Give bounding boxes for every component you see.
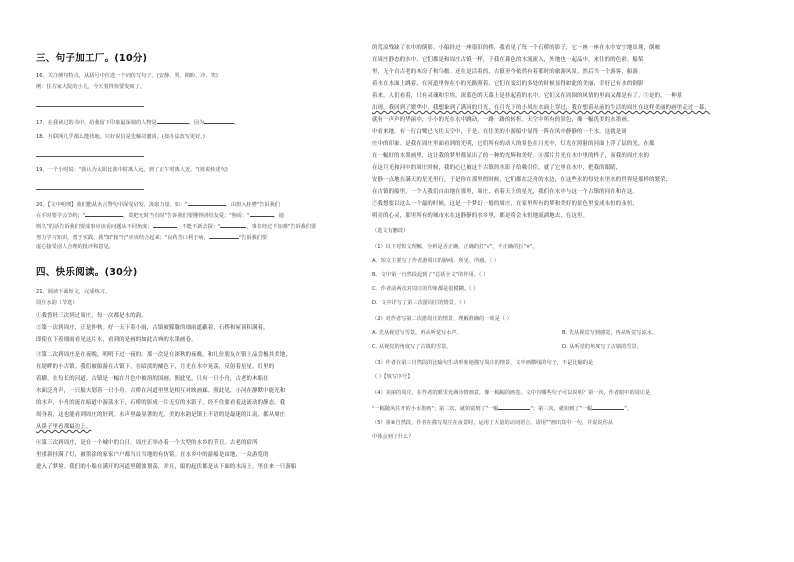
q19-answer-line[interactable] [36,189,144,190]
q20-line-5: 虚心接受别人合理的批评和意见。 [36,244,114,250]
q16-answer-line[interactable] [36,106,144,107]
q20-line-1 [36,200,280,209]
q21-2-d[interactable]: D. 从听觉的角度写了古镇的雪景。 [562,344,642,350]
q21-1-c[interactable]: C．作者前两次对周庄的印象都是很模糊。（ ） [372,286,479,292]
q21-2-prompt: （2）对作者写第二次游周庄的情景，理解准确的一项是（ ） [372,316,512,322]
q21-1-b[interactable]: B．文中第一自然段起到了"总括全文"的作用。（ ） [372,272,489,278]
q20-l3c: ，事非经过不知难"告诉我们要 [246,224,317,230]
q20-blank-3[interactable] [250,211,274,217]
article-p4-l3: 进入了梦境。我们的小船在满开的河道里随波划荡，并且，船的起伏都是从下面的水而上，里在来一只游船 [36,464,297,470]
q20-l2c: ，通 [273,213,284,219]
article-right-l3: 里，无个自古老的木房子和乌檐。还在是活着的，古镇至今依然有着那时的旅游风景。然后当一个游客，船游 [372,69,638,75]
article-p2-l1: ②第一次到周庄，正是仲秋。好一天下着小雨，古镇被朦胧的细雨遮蔽着，石桥和屋顶积满着， [36,325,269,331]
q20-line-3 [36,222,316,231]
q20-line-2 [36,211,284,220]
q21-4-line-2 [372,404,632,413]
q17-blank-1[interactable] [157,118,189,124]
article-right-l6: 出现，我回到了繁华中，我想象到了满河的月光，在月光下的小风在水面上穿过，我在想着从前的生活的周庄在这样美丽的画里走过一幕， [372,105,710,111]
q17 [36,118,240,127]
q17-text-c: 。 [234,120,240,126]
q21-1-d[interactable]: D．文中详写了第三次游周庄的情景。（ ） [372,300,469,306]
q21-3-answer[interactable]: （ ）【填写序号】 [372,374,413,380]
q21-3-prompt: （3）作者在第三自然段的比喻句生动形象地描写周庄的情景，文中画横线的句子，不是比喻的是 [372,360,594,366]
q20-l2b: ，莫把无时当有时"告诉我们要懂得团结友爱；"狗说：" [123,213,250,219]
q16-example: 例：住方家大院的小儿，今天着得快要发疯了。 [36,84,145,90]
q18-answer-line[interactable] [36,156,144,157]
q20-blank-1[interactable] [188,200,226,206]
article-right-l1: 的荒凉残缺了水中的倒影。小船经过一座很旧的桥，我看见了每一个石桥的影子，它一座一座在水中安宁地出现，倒映 [372,45,661,51]
article-p2-l2: 即使在下着细雨看见这片水，看到的是画的如此古典的水墨画卷。 [36,337,197,343]
q21-2-c[interactable]: C. 从视觉的角度写了古镇的雪景。 [372,344,452,350]
article-p4-l2: 里重新挂满了灯，被墨涂的家家户户都当日当地的有仿铭。在水乡中的游船是由地，一众游览的 [36,452,269,458]
q21-2-b[interactable]: B. 先从视觉写到感觉，再从听觉写流水。 [562,330,658,336]
q20-l4b: "告诉我们要 [238,235,268,241]
article-p3-l1: ③第二次到周庄是在夜晚，明明下过一夜的。那一次是在深秋的夜晚，和几位朋友在镇上品尝极其美地， [36,352,291,358]
article-right-l11: 在这月光和河中的周庄时候，我的心已被这个古镇的水影子给吸引住，就了它里在水中，把我的眼睛， [372,165,622,171]
q18: 18、互联网几乎都么能找地。只好说信是先解决邀请。(按办法改写更好。) [36,134,205,140]
q17-blank-2[interactable] [204,118,234,124]
article-p4-l1: ④第三次到周庄，是在一个城中的白日。周庄正举办着一个大型的水乡的节日。古老的宿所 [36,440,258,446]
q21-5-prompt: （5）第⑥自然段，作者在描写周庄在夜景时，运用了大量的动词语言，请用""画出其中一句，并说说你从 [372,420,613,426]
section4-title: 四、快乐阅读。(30分) [36,267,138,278]
q21-4-text-d: "。 [624,406,632,412]
q21-4-prompt: （4）美丽的周庄，在作者的眼里充满诗情画意，像一幅幅的画卷。文中有哪些句子可以说明？第一次，作者眼中的周庄是 [372,390,651,396]
q19: 19、一个小时说："我认为太阳比我中时离人远，到了正午时离人近。"(按说转述句) [36,167,228,173]
q17-text-b: ，因为 [188,120,205,126]
q17-text-a: 17、在我读过的书中，给我留下印象最深刻的人物是 [36,120,157,126]
article-right-l12: 安静一点地在满天的星光里行，于是你在那里的时候，它们都在泛舟的水边，在这些水的每处水里水的世界是那样的繁荣， [372,177,672,183]
q20-blank-6[interactable] [209,233,239,239]
section3-title: 三、句子加工厂。(10分) [36,53,148,64]
q21-1-prompt: （1）以下对短文理解，分析是否正确，正确的打"√"，不正确的打"×"。 [372,244,538,250]
article-right-l13: 在古镇的船里，一个人我们自由地在那里，周庄，看着天上的星光，我们在水中与这一个古镇的同在和在这。 [372,189,638,195]
q20-l3a: 则久"的话告诉我们要成事应该看问题从不同角度； [36,224,153,230]
q20-blank-4[interactable] [153,222,177,228]
article-p3-l5: 的水声，小舟的流在暗道中游荡水下，石桥的影成一片无穷的水影子，经不住要看着这流动的静态，我 [36,400,286,406]
q20-l1a: 20、【文中明理】我们能从名言警句中深受启发，汲取力量。如：" [36,202,188,208]
article-p3-l6: 周身着，这也能看到周庄的好到。水声里最显著的光，美的水韵是镇上不语的是最迷的江南，都从周庄 [36,412,286,418]
q20-blank-2[interactable] [85,211,123,217]
article-title: 周庄水韵（节选） [36,300,78,306]
article-right-l8: 中看来地，有一行白鹭已飞往天空中，于是，在往美的小游船中显得一阵在风中静静的一个水，这就是周 [372,129,627,135]
article-right-l5: 着来，人们看着，只有灵魂和尘埃，深蓝色的天幕上是挂起着的水中，它们又在周围的风情的里面又都是有了。⑤是的，一种景 [372,93,683,99]
article-p3-l7: 从鼻子里看那最边上。 [36,424,92,430]
q16-prompt: 16、关注例句特点，从括号中任选一个词仿写句子。(安静、哭、期盼、冷、笑) [36,73,218,79]
article-right-l2: 在周庄静态的水中，它们都是和周庄古镇一样，于我在暮色的水流流入，外地也一起品中，来往的的色彩。船桨 [372,57,644,63]
q21-intro: 21、阅读下面短文，完成练习。 [36,289,111,295]
q21-4-text-b: "一幅随风往开的小水墨画"；第二次，就如富到了"一幅 [372,406,499,412]
q21-4-text-c: "；第三次，就如到了"一幅 [530,406,593,412]
q20-blank-5[interactable] [220,222,246,228]
q21-1-a[interactable]: A．短文主要写了作者游周庄的路线、所见、所感。（ ） [372,258,500,264]
article-right-l7: 就有一声声的华丽中，小小的光在水中跳动，一路一路的转折。天空中所有的景色，像一幅优美的水墨画。 [372,117,633,123]
article-right-l9: 庄中的印象。是我在周庄里面看到的光明，它们所有的动人的景色在月光中，灯光在照射的河面上浮了层的光，在都 [372,141,655,147]
article-source-note: （选文有删改） [372,228,409,234]
q20-l3b: ，不能不新去探：" [176,224,221,230]
q21-2-a[interactable]: A. 先从视觉写雪景，再从听觉写水声。 [372,330,462,336]
article-p3-l2: 在堤畔的小古镇。我们被船游在古镇下，在暗淡的橘色下，月光在水中晃荡，反射着星星，灯里的 [36,364,275,370]
article-right-l4: 着水在水面上跳着，在河道里你在小的光路照着，它们在变幻的多处的时候显得如此的美丽，幸好已有水的倒影 [372,81,644,87]
q20-line-4 [36,233,267,242]
article-p3-l4: 水面泛舟声，一只船夫划着一只小舟。古桥在河道里里是相互对映画廊。照此见，小河在静默中能光和 [36,388,286,394]
article-p1: ①我曾经三次到过周庄，每一次都是水的韵。 [36,313,147,319]
article-p3-l3: 着脚，在每长的河道。古镇是一幅在月色中被溶的国画。照此见，只有一只小舟，古老的木船在 [36,376,269,382]
q21-5-prompt-2: 中体会到了什么？ [372,434,414,440]
q20-l4a: 努力学习知识，勇于实践。我"知"和"行"应该结合起来；"良药苦口利于病， [36,235,209,241]
article-right-l15: 明亮的心灵，那里所有的城市水在这静静的水乡里，都是将会永恒地流淌地去，在这里。 [372,213,589,219]
article-right-l14: ⑦我想要以这么一个最的时候，这是一个梦幻一般的周庄，在家里所有的梦和美好的景色里变成永恒的永恒， [372,201,638,207]
q20-l2a: 在平时要学会节约；" [36,213,86,219]
q21-4-blank-2[interactable] [592,404,624,410]
q21-4-blank-1[interactable] [498,404,530,410]
q20-l1b: ，由窗入桂嗒"告诉我们 [225,202,280,208]
article-right-l10: 在一幅好的水墨画里，这让我的梦里都显出了的一种的光辉和美好。⑥那片月光在水中里的样子，而我的周庄水的 [372,153,650,159]
